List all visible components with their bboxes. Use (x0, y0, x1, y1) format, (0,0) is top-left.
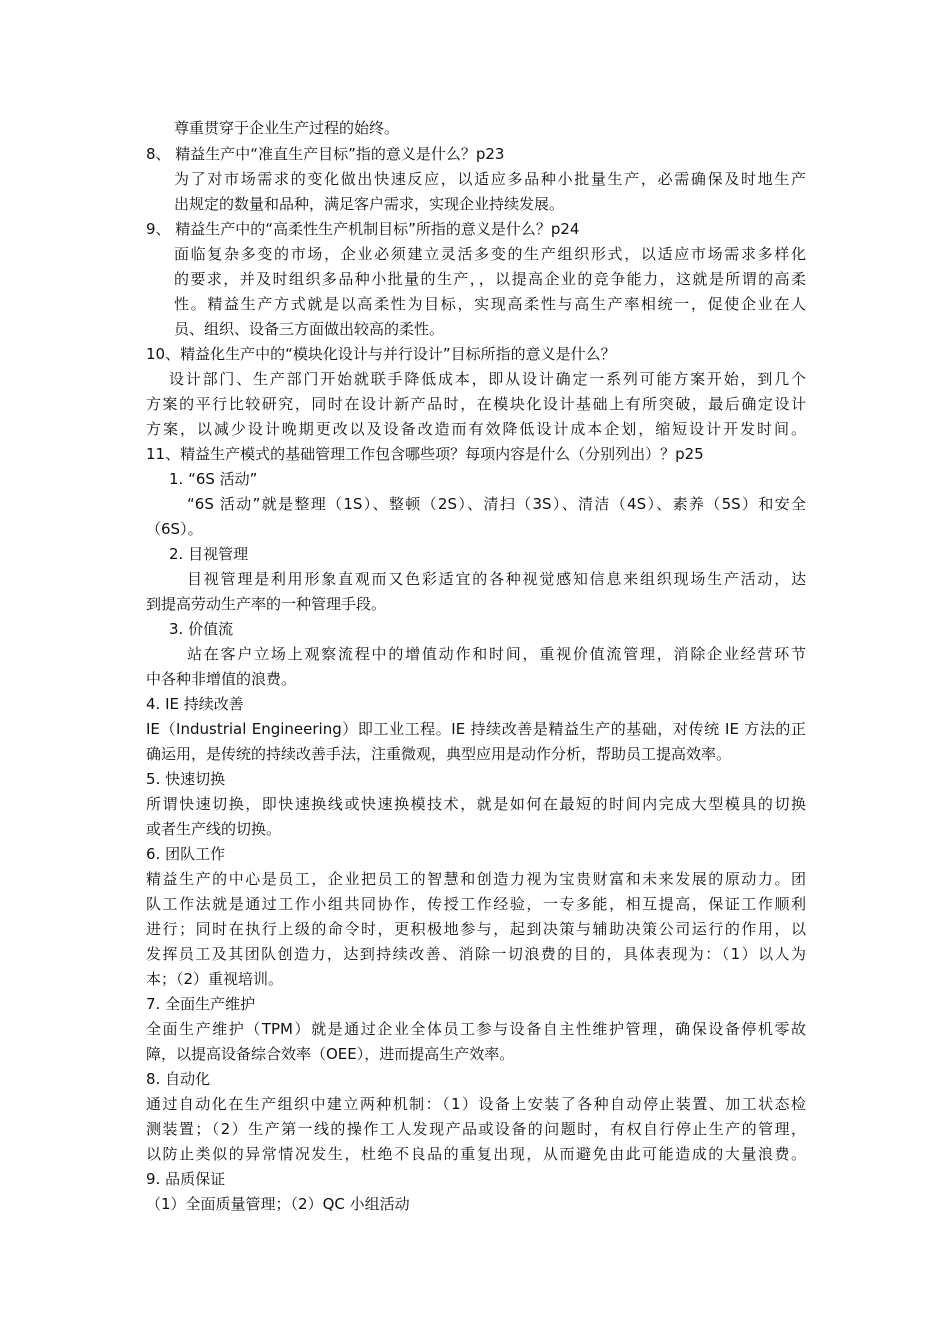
text-line: 站在客户立场上观察流程中的增值动作和时间，重视价值流管理，消除企业经营环节 (187, 645, 806, 663)
text-line: 的要求，并及时组织多品种小批量的生产，，以提高企业的竞争能力，这就是所谓的高柔 (174, 270, 806, 288)
item-heading: 7. 全面生产维护 (146, 995, 256, 1013)
item-heading: 5. 快速切换 (146, 770, 226, 788)
text-line: 尊重贯穿于企业生产过程的始终。 (174, 119, 400, 137)
text-line: 方案的平行比较研究，同时在设计新产品时，在模块化设计基础上有所突破，最后确定设计 (146, 395, 806, 413)
text-line: 进行；同时在执行上级的命令时，更积极地参与，起到决策与辅助决策公司运行的作用，以 (146, 920, 806, 938)
text-line: IE（Industrial Engineering）即工业工程。IE 持续改善是精益生产的基础，对传统 IE 方法的正 (146, 720, 806, 738)
text-line: 性。精益生产方式就是以高柔性为目标，实现高柔性与高生产率相统一，促使企业在人 (174, 295, 806, 313)
text-line: 目视管理是利用形象直观而又色彩适宜的各种视觉感知信息来组织现场生产活动，达 (187, 570, 806, 588)
text-line: 员、组织、设备三方面做出较高的柔性。 (174, 320, 445, 338)
item-heading: 1. “6S 活动” (169, 470, 258, 488)
text-line: 发挥员工及其团队创造力，达到持续改善、消除一切浪费的目的，具体表现为：（1）以人为 (146, 945, 806, 963)
item-heading: 4. IE 持续改善 (146, 695, 244, 713)
text-line: 方案，以减少设计晚期更改以及设备改造而有效降低设计成本企划，缩短设计开发时间。 (146, 420, 806, 438)
text-line: 队工作法就是通过工作小组共同协作，传授工作经验，一专多能，相互提高，保证工作顺利 (146, 895, 806, 913)
text-line: 障，以提高设备综合效率（OEE），进而提高生产效率。 (146, 1045, 515, 1063)
item-heading: 6. 团队工作 (146, 845, 226, 863)
question-heading: 8、 精益生产中“准直生产目标”指的意义是什么？p23 (146, 145, 505, 163)
text-line: 设计部门、生产部门开始就联手降低成本，即从设计确定一系列可能方案开始，到几个 (169, 370, 806, 388)
text-line: 为了对市场需求的变化做出快速反应，以适应多品种小批量生产，必需确保及时地生产 (174, 170, 806, 188)
question-heading: 9、 精益生产中的“高柔性生产机制目标”所指的意义是什么？p24 (146, 220, 580, 238)
text-line: 所谓快速切换，即快速换线或快速换模技术，就是如何在最短的时间内完成大型模具的切换 (146, 795, 806, 813)
text-line: 面临复杂多变的市场，企业必须建立灵活多变的生产组织形式，以适应市场需求多样化 (174, 245, 806, 263)
text-line: 或者生产线的切换。 (146, 820, 282, 838)
text-line: 通过自动化在生产组织中建立两种机制：（1）设备上安装了各种自动停止装置、加工状态检 (146, 1095, 806, 1113)
text-line: 出规定的数量和品种，满足客户需求，实现企业持续发展。 (174, 195, 565, 213)
text-line: （6S）。 (146, 520, 203, 538)
item-heading: 3. 价值流 (169, 620, 234, 638)
text-line: 本；（2）重视培训。 (146, 970, 284, 988)
text-line: 确运用，是传统的持续改善手法，注重微观，典型应用是动作分析，帮助员工提高效率。 (146, 745, 732, 763)
text-line: 精益生产的中心是员工，企业把员工的智慧和创造力视为宝贵财富和未来发展的原动力。团 (146, 870, 806, 888)
text-line: 中各种非增值的浪费。 (146, 670, 297, 688)
text-line: 到提高劳动生产率的一种管理手段。 (146, 595, 387, 613)
text-line: “6S 活动”就是整理（1S）、整顿（2S）、清扫（3S）、清洁（4S）、素养（5S）和安全 (187, 495, 806, 513)
item-heading: 2. 目视管理 (169, 545, 249, 563)
question-heading: 11、精益生产模式的基础管理工作包含哪些项？每项内容是什么（分别列出）？p25 (146, 445, 704, 463)
text-line: 全面生产维护（TPM）就是通过企业全体员工参与设备自主性维护管理，确保设备停机零故 (146, 1020, 806, 1038)
text-line: （1）全面质量管理；（2）QC 小组活动 (146, 1195, 410, 1213)
item-heading: 9. 品质保证 (146, 1170, 226, 1188)
question-heading: 10、精益化生产中的“模块化设计与并行设计”目标所指的意义是什么？ (146, 345, 616, 363)
item-heading: 8. 自动化 (146, 1070, 211, 1088)
text-line: 以防止类似的异常情况发生，杜绝不良品的重复出现，从而避免由此可能造成的大量浪费。 (146, 1145, 806, 1163)
text-line: 测装置；（2）生产第一线的操作工人发现产品或设备的问题时，有权自行停止生产的管理， (146, 1120, 806, 1138)
